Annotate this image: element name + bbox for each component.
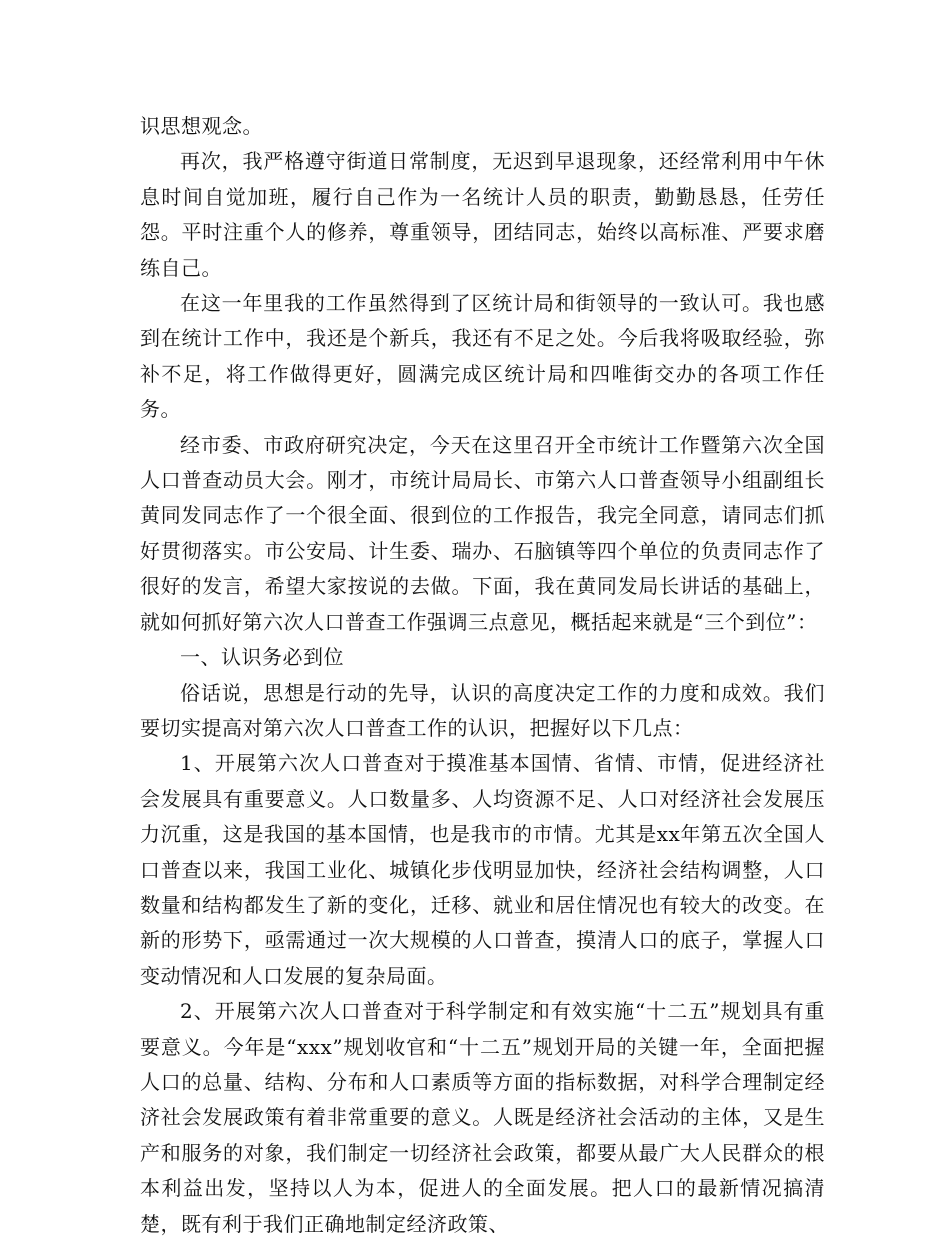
paragraph-point-1: 1、开展第六次人口普查对于摸准基本国情、省情、市情，促进经济社会发展具有重要意义。人口数量多、人均资源不足、人口对经济社会发展压力沉重，这是我国的基本国情，也是我市的市情。尤其是xx年第五次全国人口普查以来，我国工业化、城镇化步伐明显加快，经济社会结构调整，人口数量和结构都发生了新的变化，迁移、就业和居住情况也有较大的改变。在新的形势下，亟需通过一次大规模的人口普查，摸清人口的底子，掌握人口变动情况和人口发展的复杂局面。 xyxy=(140,751,825,988)
paragraph-continuation: 识思想观念。 xyxy=(140,114,263,138)
paragraph-work-discipline: 再次，我严格遵守街道日常制度，无迟到早退现象，还经常利用中午休息时间自觉加班，履行自己作为一名统计人员的职责，勤勤恳恳，任劳任怨。平时注重个人的修养，尊重领导，团结同志，始终以高标准、严要求磨练自己。 xyxy=(140,149,825,280)
paragraph-year-summary: 在这一年里我的工作虽然得到了区统计局和街领导的一致认可。我也感到在统计工作中，我还是个新兵，我还有不足之处。今后我将吸取经验，弥补不足，将工作做得更好，圆满完成区统计局和四唯街交办的各项工作任务。 xyxy=(140,291,825,422)
document-body xyxy=(140,109,825,1242)
paragraph-awareness-intro: 俗话说，思想是行动的先导，认识的高度决定工作的力度和成效。我们要切实提高对第六次人口普查工作的认识，把握好以下几点： xyxy=(140,680,825,740)
paragraph-meeting-intro: 经市委、市政府研究决定，今天在这里召开全市统计工作暨第六次全国人口普查动员大会。刚才，市统计局局长、市第六人口普查领导小组副组长黄同发同志作了一个很全面、很到位的工作报告，我完全同意，请同志们抓好贯彻落实。市公安局、计生委、瑞办、石脑镇等四个单位的负责同志作了很好的发言，希望大家按说的去做。下面，我在黄同发局长讲话的基础上，就如何抓好第六次人口普查工作强调三点意见，概括起来就是“三个到位”： xyxy=(140,432,825,634)
section-heading-awareness: 一、认识务必到位 xyxy=(180,645,344,670)
paragraph-point-2: 2、开展第六次人口普查对于科学制定和有效实施“十二五”规划具有重要意义。今年是“xxx”规划收官和“十二五”规划开局的关键一年，全面把握人口的总量、结构、分布和人口素质等方面的指标数据，对科学合理制定经济社会发展政策有着非常重要的意义。人既是经济社会活动的主体，又是生产和服务的对象，我们制定一切经济社会政策，都要从最广大人民群众的根本利益出发，坚持以人为本，促进人的全面发展。把人口的最新情况搞清楚，既有利于我们正确地制定经济政策、 xyxy=(140,999,825,1236)
